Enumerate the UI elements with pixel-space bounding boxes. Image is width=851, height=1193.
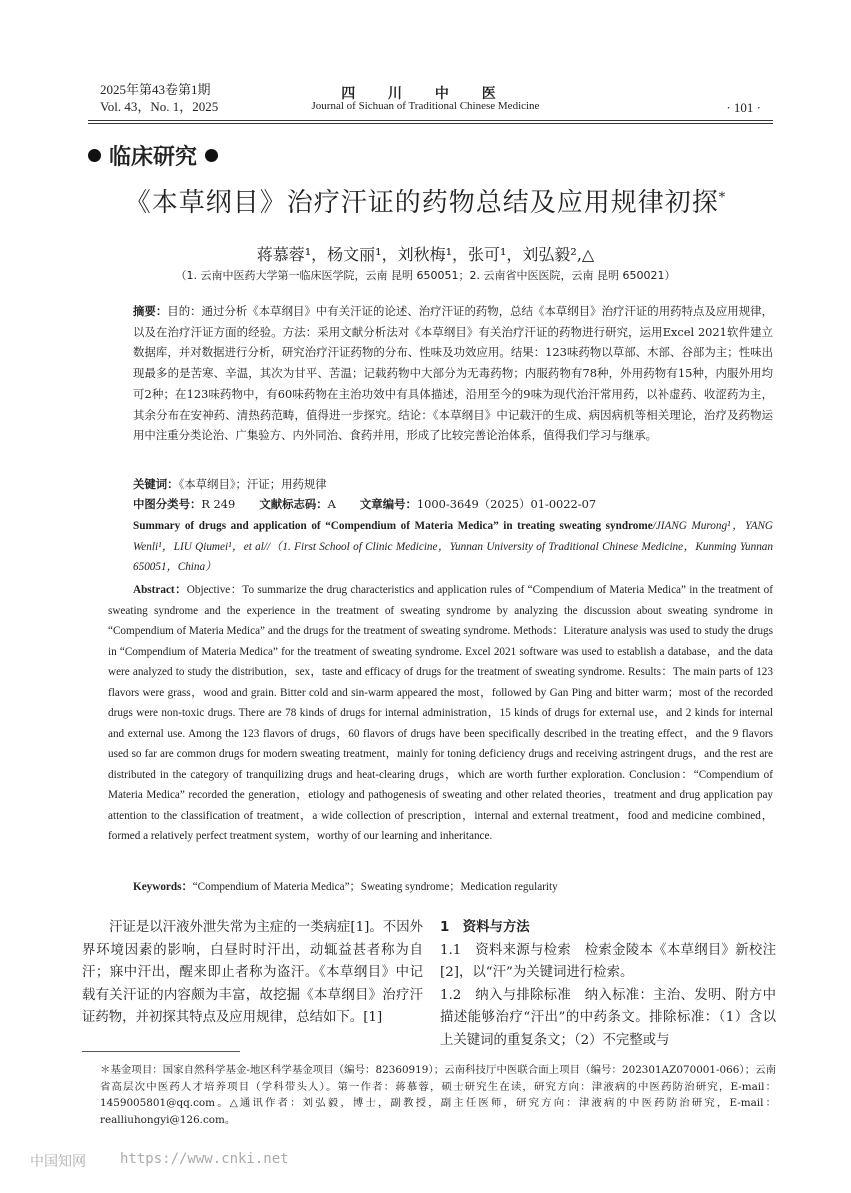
keywords-en [133,878,558,894]
header-rule-2 [88,123,773,124]
journal-title-en: Journal of Sichuan of Traditional Chinese Medicine [311,100,540,112]
doc-code: 文献标志码：A [259,497,336,511]
article-number: 文章编号：1000-3649（2025）01-0022-07 [359,497,597,511]
abstract-en [108,580,773,847]
english-title-block [133,516,773,578]
keywords-cn [133,476,327,492]
issue-en: Vol. 43，No. 1，2025 [100,99,219,114]
english-affiliation: （1. First School of Clinic Medicine，Yunnan University of Traditional Chinese Medicine，Kunming Yunnan 650051，China） [133,540,773,573]
body-right-column [440,917,776,1053]
abstract-cn-text: 目的：通过分析《本草纲目》中有关汗证的论述、治疗汗证的药物，总结《本草纲目》治疗汗证的用药特点及应用规律，以及在治疗汗证方面的经验。方法：采用文献分析法对《本草纲目》有关治疗汗证的药物进行研究，运用Excel 2021软件建立数据库，并对数据进行分析，研究治疗汗证药物的分布、性味及功效应用。结果：123味药物以草部、木部、谷部为主；性味出现最多的是苦寒、辛温，其次为甘平、苦温；记载药物中大部分为无毒药物；内服药物有78种，外用药物有15种，内服外用均可2种；在123味药物中，有60味药物在主治功效中有具体描述，沿用至今的9味为现代治汗常用药，以补虚药、收涩药为主，其余分布在安神药、清热药范畴，值得进一步探究。结论：《本草纲目》中记载汗的生成、病因病机等相关理论，治疗及药物运用中注重分类论治、广集验方、内外同治、食药并用，形成了比较完善论治体系，值得我们学习与继承。 [133,304,773,443]
footnote-rule [82,1051,240,1052]
article-title [0,182,851,219]
section-tag [88,140,218,171]
authors: 蒋慕蓉¹，杨文丽¹，刘秋梅¹，张可¹，刘弘毅²,△ [256,245,595,264]
english-authors: /JIANG Murong¹，YANG Wenli¹，LIU Qiumei¹，et al// [133,520,773,553]
title-text: 《本草纲目》治疗汗证的药物总结及应用规律初探 [124,188,719,218]
page-number: · 101 · [726,100,761,115]
section-label: 临床研究 [109,145,198,170]
english-title: Summary of drugs and application of “Compendium of Materia Medica” in treating sweating syndrome [133,520,653,532]
paragraph-1-1: 1.1 资料来源与检索 检索金陵本《本草纲目》新校注[2]，以“汗”为关键词进行检索。 [440,942,776,981]
header-rule [88,120,773,121]
abstract-cn [133,301,773,446]
watermark-url[interactable]: https://www.cnki.net [120,1151,289,1167]
abstract-en-text: Objective：To summarize the drug characteristics and application rules of “Compendium of Materia Medica” in the treatment of sweating syndrome and the experience in the treatment of sweating syndrome by analyzing the discussion about sweating syndrome in “Compendium of Materia Medica” and the drugs for the treatment of sweating syndrome. Methods：Literature analysis was used to study the drugs in “Compendium of Materia Medica” for the treatment of sweating syndrome. Excel 2021 software was used to establish a database，and the data were analyzed to study the distribution，sex，taste and efficacy of drugs for the treatment of sweating syndrome. Results：The main parts of 123 flavors were grass，wood and grain. Bitter cold and sin-warm appeared the most，followed by Gan Ping and bitter warm；most of the recorded drugs were non-toxic drugs. There are 78 kinds of drugs for internal administration，15 kinds of drugs for external use，and 2 kinds for internal and external use. Among the 123 flavors of drugs，60 flavors of drugs have been specifically described in the treating effect，and the 9 flavors used so far are common drugs for modern sweating treatment，mainly for toning deficiency drugs and receiving astringent drugs，and the rest are distributed in the category of tranquilizing drugs and heat-clearing drugs，which are worth further exploration. Conclusion：“Compendium of Materia Medica” recorded the generation，etiology and pathogenesis of sweating and other related theories，treatment and drug application pay attention to the classification of treatment，a wide collection of prescription，internal and external treatment，food and medicine combined，formed a relatively perfect treatment system，worthy of our learning and inheritance. [108,584,773,842]
keywords-en-label: Keywords： [133,881,193,893]
affiliations: （1. 云南中医药大学第一临床医学院，云南 昆明 650051；2. 云南省中医医院，云南 昆明 650021） [175,269,676,282]
bullet-icon [88,149,101,162]
section-heading: 1 资料与方法 [440,920,530,935]
title-footnote-mark: * [718,190,727,206]
journal-title-cn: 四 川 中 医 [341,86,510,102]
body-left-column: 汗证是以汗液外泄失常为主症的一类病症[1]。不因外界环境因素的影响，白昼时时汗出，动辄益甚者称为自汗；寐中汗出，醒来即止者称为盗汗。《本草纲目》中记载有关汗证的内容颇为丰富，故挖掘《本草纲目》治疗汗证药物，并初探其特点及应用规律，总结如下。[1] [82,920,423,1026]
abstract-cn-label: 摘要： [133,304,168,318]
watermark-logo: 中国知网 [30,1154,86,1170]
abstract-en-label: Abstract： [133,584,187,596]
clc-code: 中图分类号：R 249 [133,497,236,511]
footnote: ＊基金项目：国家自然科学基金-地区科学基金项目（编号：82360919）；云南科技厅中医联合面上项目（编号：202301AZ070001-066）；云南省高层次中医药人才培养项目（学科带头人）。第一作者：蒋慕蓉，硕士研究生在读，研究方向：津液病的中医药防治研究，E-mail：1459005801@qq.com。△通讯作者：刘弘毅，博士，副教授，副主任医师，研究方向：津液病的中医药防治研究，E-mail：realliuhongyi@126.com。 [100,1064,776,1126]
bullet-icon [205,149,218,162]
keywords-cn-label: 关键词： [133,477,179,491]
classification-line [133,496,596,512]
keywords-en-text: “Compendium of Materia Medica”；Sweating syndrome；Medication regularity [192,881,558,893]
paragraph-1-2: 1.2 纳入与排除标准 纳入标准：主治、发明、附方中描述能够治疗“汗出”的中药条文。排除标准：（1）含以上关键词的重复条文；（2）不完整或与 [440,987,776,1048]
keywords-cn-text: 《本草纲目》；汗证；用药规律 [178,477,327,491]
issue-cn: 2025年第43卷第1期 [100,82,211,97]
